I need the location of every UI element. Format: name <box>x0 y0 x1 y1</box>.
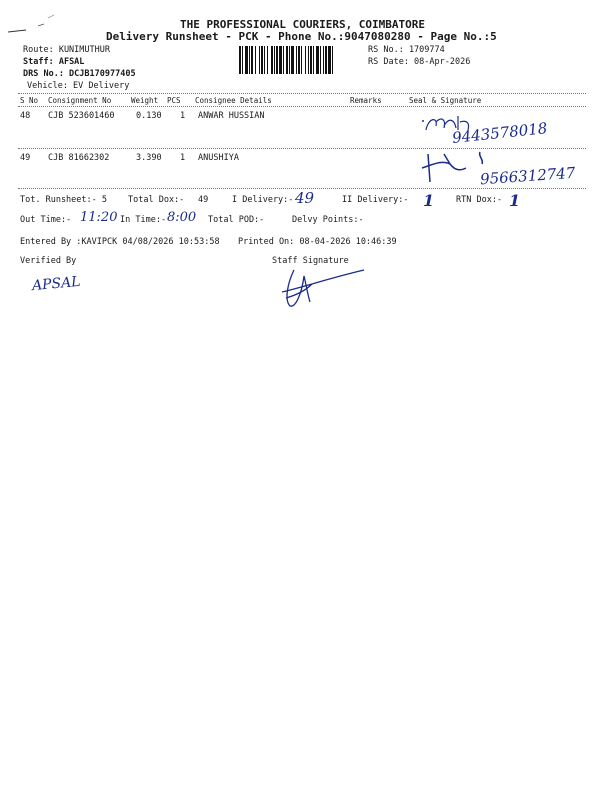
ii-delivery-handwritten: 1 <box>423 191 435 210</box>
row-sno: 48 <box>20 111 31 121</box>
rtn-dox-handwritten: 1 <box>509 191 521 210</box>
row-49-phone-handwritten: 9566312747 <box>479 163 576 189</box>
pen-mark-decoration <box>4 8 64 38</box>
col-header-remarks: Remarks <box>350 96 382 105</box>
col-header-weight: Weight <box>131 96 159 105</box>
barcode <box>239 46 365 74</box>
row-pcs: 1 <box>180 153 186 163</box>
tot-runsheet: Tot. Runsheet:- 5 <box>20 195 107 205</box>
row-48-phone-handwritten: 9443578018 <box>451 119 549 147</box>
row-consignment: CJB 81662302 <box>48 153 110 163</box>
col-header-sno: S No <box>20 96 39 105</box>
staff-signature-label: Staff Signature <box>272 256 349 266</box>
in-time-label: In Time:- <box>120 215 167 225</box>
row-consignment: CJB 523601460 <box>48 111 115 121</box>
row-sno: 49 <box>20 153 31 163</box>
total-pod-label: Total POD:- <box>208 215 265 225</box>
barcode-graphic <box>239 46 365 74</box>
runsheet-title: Delivery Runsheet - PCK - Phone No.:9047080280 - Page No.:5 <box>106 30 497 43</box>
entered-by: Entered By :KAVIPCK 04/08/2026 10:53:58 <box>20 237 220 247</box>
col-header-seal-signature: Seal & Signature <box>409 96 482 105</box>
rs-date: RS Date: 08-Apr-2026 <box>368 57 471 67</box>
delvy-points-label: Delvy Points:- <box>292 215 364 225</box>
total-dox-value: 49 <box>198 195 209 205</box>
i-delivery-handwritten: 49 <box>295 189 315 207</box>
col-header-pcs: PCS <box>167 96 181 105</box>
total-dox-label: Total Dox:- <box>128 195 185 205</box>
row-weight: 0.130 <box>136 111 162 121</box>
out-time-label: Out Time:- <box>20 215 72 225</box>
row-consignee: ANWAR HUSSIAN <box>198 111 265 121</box>
staff-label: Staff: <box>23 57 59 67</box>
rtn-dox-label: RTN Dox:- <box>456 195 503 205</box>
row-pcs: 1 <box>180 111 186 121</box>
vehicle-label: Vehicle: EV Delivery <box>27 81 130 91</box>
drs-number: DRS No.: DCJB170977405 <box>23 69 136 79</box>
i-delivery-label: I Delivery:- <box>232 195 294 205</box>
route-label: Route: KUNIMUTHUR <box>23 45 110 55</box>
out-time-handwritten: 11:20 <box>80 210 118 225</box>
printed-on: Printed On: 08-04-2026 10:46:39 <box>238 237 397 247</box>
col-header-consignment: Consignment No <box>48 96 112 105</box>
rs-number: RS No.: 1709774 <box>368 45 445 55</box>
staff-row <box>23 57 84 67</box>
ii-delivery-label: II Delivery:- <box>342 195 409 205</box>
row-weight: 3.390 <box>136 153 162 163</box>
in-time-handwritten: 8:00 <box>167 210 197 225</box>
verified-by-label: Verified By <box>20 256 77 266</box>
table-header-rule <box>18 106 586 107</box>
staff-name: AFSAL <box>58 57 85 67</box>
verified-by-handwritten: APSAL <box>31 273 82 295</box>
col-header-consignee: Consignee Details <box>195 96 272 105</box>
company-name: THE PROFESSIONAL COURIERS, COIMBATORE <box>180 18 426 31</box>
staff-signature-graphic <box>280 262 370 312</box>
table-top-rule <box>18 93 586 94</box>
row-consignee: ANUSHIYA <box>198 153 239 163</box>
